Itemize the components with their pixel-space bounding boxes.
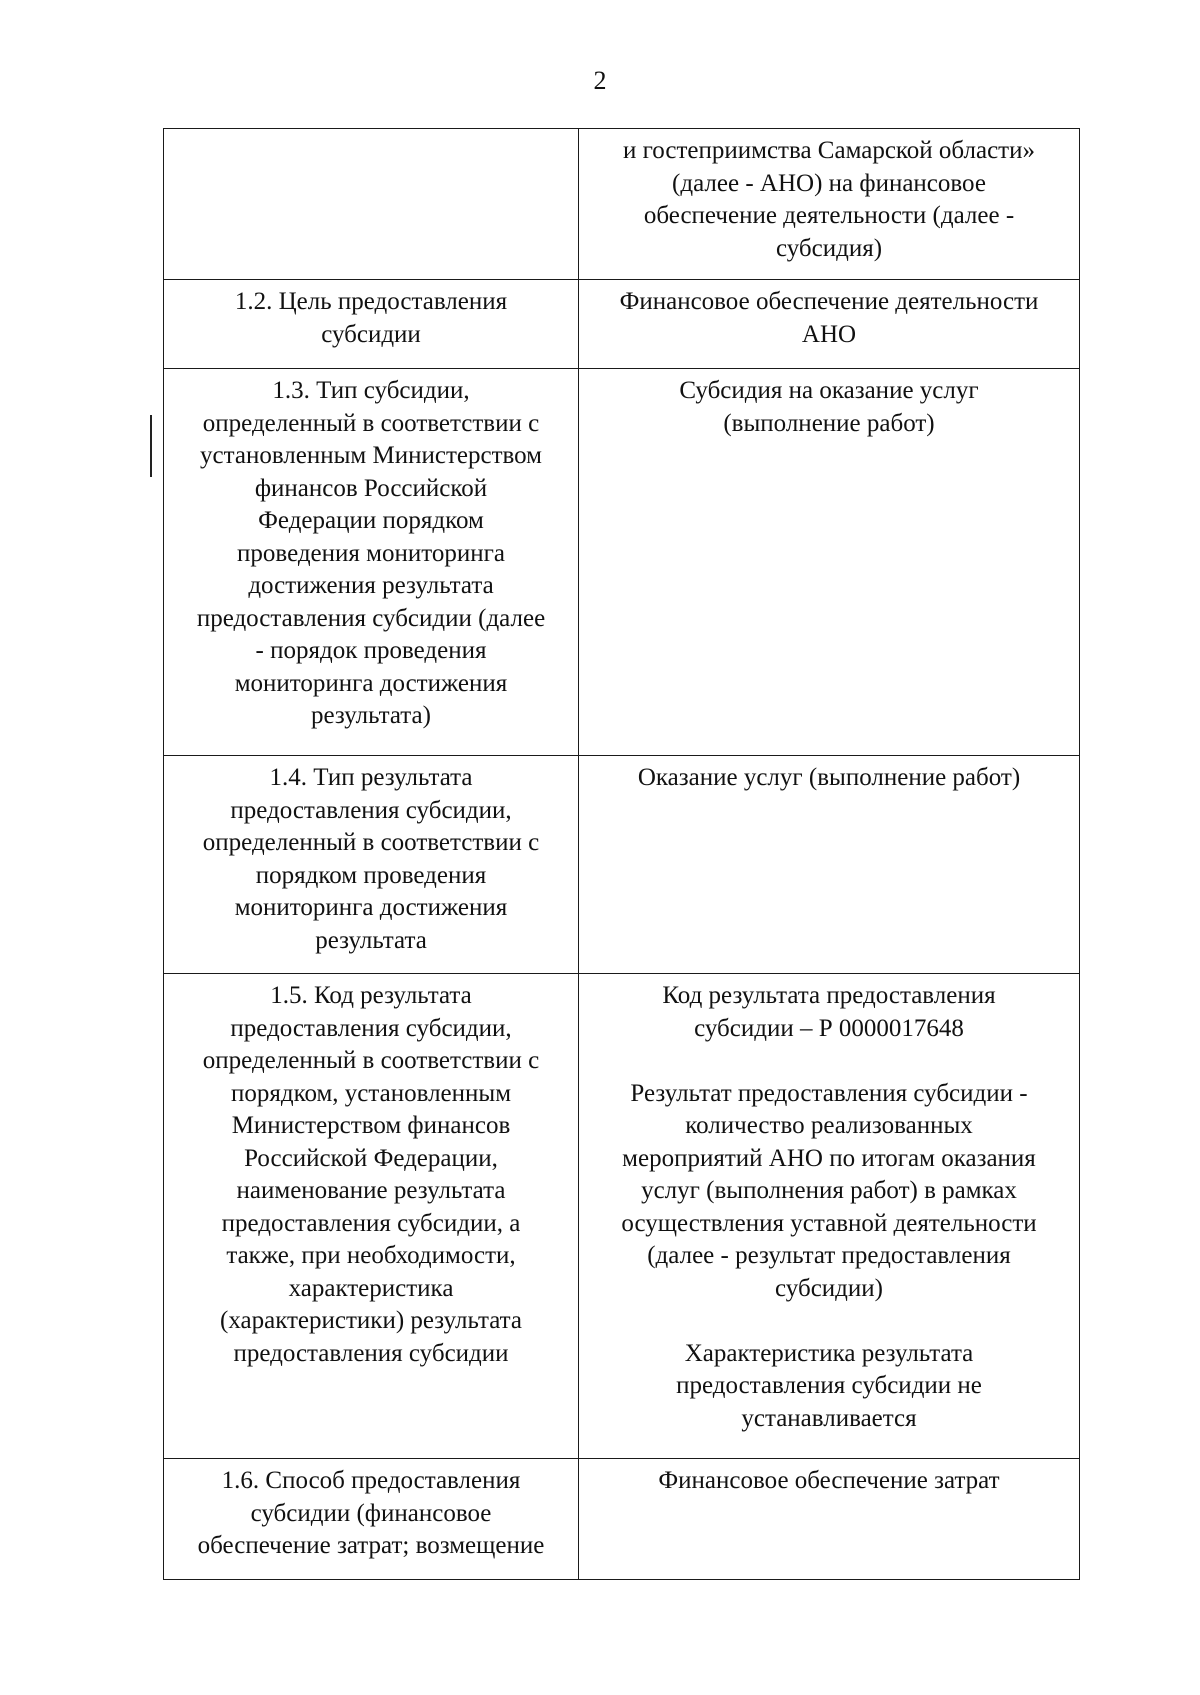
table-row (164, 369, 1080, 756)
table-cell-right: Субсидия на оказание услуг (выполнение работ) (579, 369, 1080, 756)
table-cell-right: и гостеприимства Самарской области» (далее - АНО) на финансовое обеспечение деятельности (далее - субсидия) (579, 129, 1080, 280)
table-cell-right: Оказание услуг (выполнение работ) (579, 756, 1080, 974)
margin-mark (150, 415, 152, 477)
table-cell-left: 1.5. Код результата предоставления субсидии, определенный в соответствии с порядком, установленным Министерством финансов Российской Федерации, наименование результата предоставления субсидии, а также, при необходимости, характеристика (характеристики) результата предоставления субсидии (164, 974, 579, 1459)
page-number: 2 (593, 66, 607, 95)
table-cell-right: Финансовое обеспечение затрат (579, 1459, 1080, 1580)
table-row (164, 280, 1080, 369)
subsidy-table (163, 128, 1080, 1580)
table-cell-left: 1.2. Цель предоставления субсидии (164, 280, 579, 369)
table-cell-left: 1.3. Тип субсидии, определенный в соответствии с установленным Министерством финансов Российской Федерации порядком проведения мониторинга достижения результата предоставления субсидии (далее - порядок проведения мониторинга достижения результата) (164, 369, 579, 756)
table-cell-left: 1.6. Способ предоставления субсидии (финансовое обеспечение затрат; возмещение (164, 1459, 579, 1580)
table-row (164, 1459, 1080, 1580)
table-cell-left (164, 129, 579, 280)
table-cell-right: Код результата предоставления субсидии – Р 0000017648 Результат предоставления субсидии - количество реализованных мероприятий АНО по итогам оказания услуг (выполнения работ) в рамках осуществления уставной деятельности (далее - результат предоставления субсидии) Характеристика результата предоставления субсидии не устанавливается (579, 974, 1080, 1459)
table-row (164, 129, 1080, 280)
table-cell-right: Финансовое обеспечение деятельности АНО (579, 280, 1080, 369)
table-row (164, 756, 1080, 974)
table-row (164, 974, 1080, 1459)
table-cell-left: 1.4. Тип результата предоставления субсидии, определенный в соответствии с порядком проведения мониторинга достижения результата (164, 756, 579, 974)
